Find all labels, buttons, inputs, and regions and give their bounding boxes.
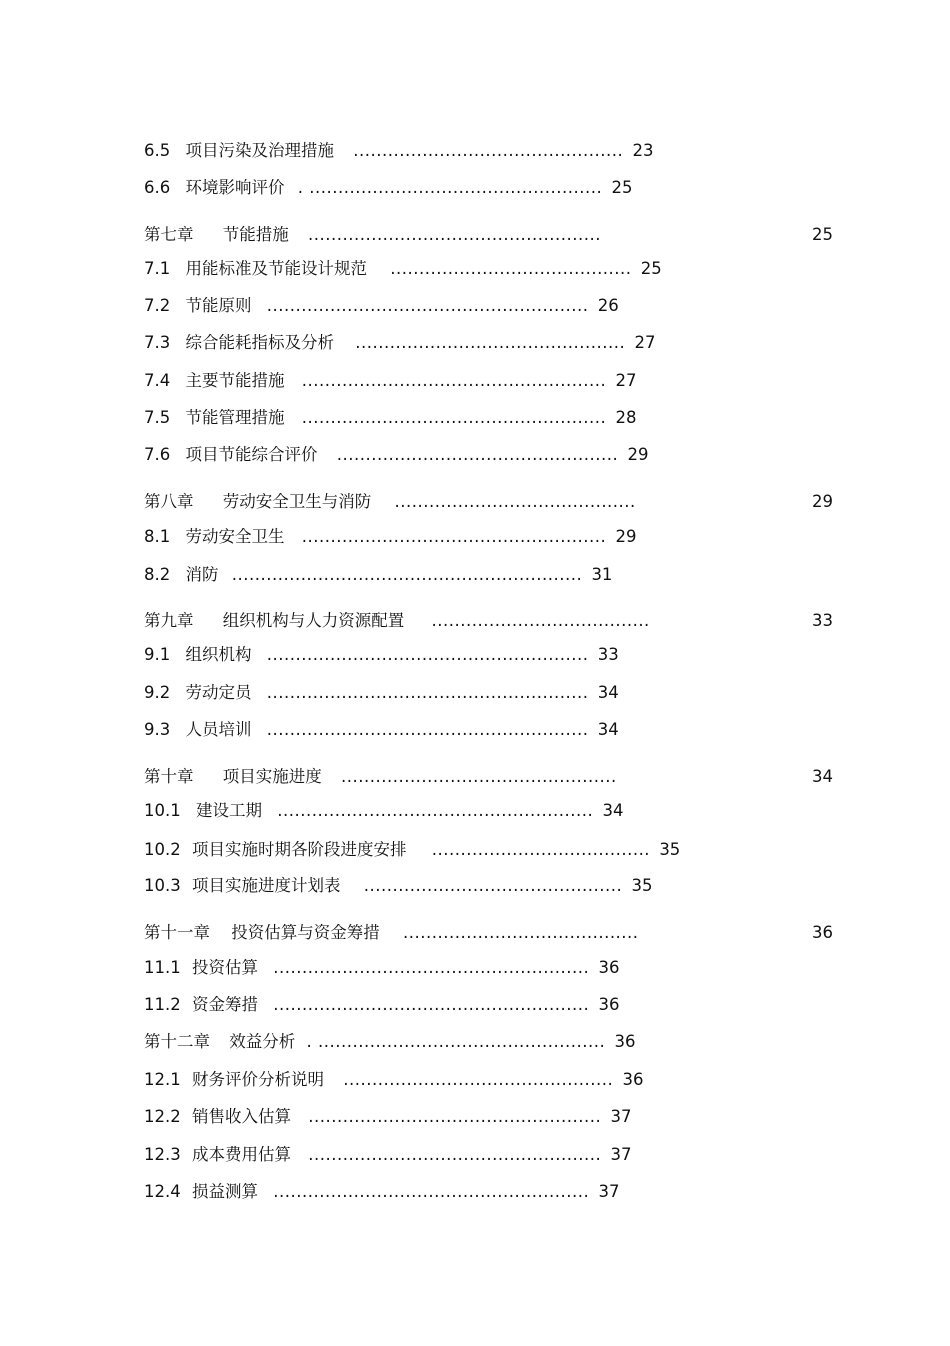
toc-chapter[interactable] [144, 765, 617, 789]
toc-title: 成本费用估算 [192, 1145, 291, 1164]
toc-leader: ..................................................... [301, 527, 607, 546]
toc-leader: ......................................... [403, 923, 639, 942]
toc-title: 环境影响评价 [185, 178, 285, 197]
toc-entry[interactable] [144, 176, 632, 200]
toc-page: 37 [610, 1107, 632, 1126]
toc-page: 36 [812, 923, 833, 942]
toc-title: 项目实施进度计划表 [192, 876, 341, 895]
toc-leader: . ................................................... [297, 178, 603, 197]
toc-entry[interactable] [144, 525, 636, 549]
toc-leader: ............................................... [355, 333, 626, 352]
toc-leader: ................................................... [308, 225, 601, 244]
toc-number: 9.3 [144, 720, 171, 739]
toc-chapter[interactable] [144, 1030, 635, 1054]
toc-title: 项目实施时期各阶段进度安排 [192, 840, 407, 859]
toc-chapter-number: 第七章 [144, 225, 194, 244]
toc-title: 投资估算与资金筹措 [231, 923, 380, 942]
toc-leader: ........................................................ [266, 645, 589, 664]
toc-leader: ....................................................... [277, 801, 594, 820]
toc-page: 33 [812, 611, 833, 630]
toc-title: 投资估算 [192, 958, 258, 977]
toc-title: 财务评价分析说明 [192, 1070, 324, 1089]
toc-number: 7.2 [144, 296, 171, 315]
toc-page: 25 [812, 225, 833, 244]
toc-page: 36 [614, 1032, 636, 1051]
toc-page: 29 [627, 445, 649, 464]
toc-number: 10.3 [144, 876, 181, 895]
toc-title: 销售收入估算 [192, 1107, 291, 1126]
toc-number: 12.3 [144, 1145, 181, 1164]
toc-title: 损益测算 [192, 1182, 258, 1201]
toc-chapter[interactable] [144, 490, 636, 514]
toc-leader: ....................................................... [273, 1182, 590, 1201]
toc-page: 23 [632, 141, 654, 160]
toc-leader: ..................................................... [301, 408, 607, 427]
toc-entry[interactable] [144, 139, 654, 163]
toc-title: 劳动定员 [185, 683, 252, 702]
toc-leader: .......................................... [390, 259, 632, 278]
toc-title: 项目实施进度 [222, 767, 322, 786]
toc-page: 31 [591, 565, 613, 584]
toc-leader: ...................................... [431, 611, 650, 630]
toc-entry[interactable] [144, 1180, 619, 1204]
toc-leader: ....................................................... [273, 995, 590, 1014]
toc-entry[interactable] [144, 956, 619, 980]
toc-number: 7.5 [144, 408, 171, 427]
toc-number: 12.2 [144, 1107, 181, 1126]
toc-number: 12.4 [144, 1182, 181, 1201]
toc-chapter-number: 第九章 [144, 611, 194, 630]
toc-page: 29 [812, 492, 833, 511]
toc-page: 37 [598, 1182, 620, 1201]
toc-number: 7.4 [144, 371, 171, 390]
toc-page: 28 [615, 408, 637, 427]
toc-entry[interactable] [144, 643, 619, 667]
toc-page: 34 [597, 683, 619, 702]
toc-number: 8.2 [144, 565, 171, 584]
toc-title: 组织机构 [185, 645, 252, 664]
toc-entry[interactable] [144, 1105, 632, 1129]
toc-page: 35 [659, 840, 681, 859]
toc-page: 25 [611, 178, 633, 197]
toc-number: 11.1 [144, 958, 181, 977]
toc-entry[interactable] [144, 1068, 644, 1092]
toc-number: 6.6 [144, 178, 171, 197]
toc-entry[interactable] [144, 369, 636, 393]
toc-chapter-number: 第十章 [144, 767, 194, 786]
toc-page: 33 [597, 645, 619, 664]
toc-title: 节能原则 [185, 296, 252, 315]
toc-number: 8.1 [144, 527, 171, 546]
toc-leader: ................................................... [308, 1145, 602, 1164]
toc-page: 37 [610, 1145, 632, 1164]
toc-leader: ............................................... [343, 1070, 614, 1089]
toc-chapter[interactable] [144, 223, 601, 247]
toc-title: 项目节能综合评价 [185, 445, 318, 464]
toc-leader: ............................................................. [231, 565, 583, 584]
toc-leader: ........................................................ [266, 683, 589, 702]
toc-leader: ................................................ [341, 767, 617, 786]
toc-entry[interactable] [144, 838, 680, 862]
toc-leader: . .................................................. [306, 1032, 606, 1051]
toc-page: 27 [634, 333, 656, 352]
toc-chapter-number: 第八章 [144, 492, 194, 511]
toc-title: 人员培训 [185, 720, 252, 739]
toc-entry[interactable] [144, 799, 623, 823]
toc-number: 7.6 [144, 445, 171, 464]
toc-title: 效益分析 [229, 1032, 296, 1051]
toc-leader: ....................................................... [273, 958, 590, 977]
toc-number: 7.1 [144, 259, 171, 278]
toc-entry[interactable] [144, 257, 662, 281]
toc-entry[interactable] [144, 874, 653, 898]
toc-title: 项目污染及治理措施 [185, 141, 334, 160]
toc-number: 9.2 [144, 683, 171, 702]
toc-leader: ........................................................ [266, 720, 589, 739]
toc-number: 10.1 [144, 801, 181, 820]
toc-number: 11.2 [144, 995, 181, 1014]
toc-title: 劳动安全卫生与消防 [222, 492, 372, 511]
toc-entry[interactable] [144, 681, 619, 705]
toc-page: 36 [622, 1070, 644, 1089]
toc-number: 10.2 [144, 840, 181, 859]
toc-entry[interactable] [144, 443, 649, 467]
toc-title: 节能管理措施 [185, 408, 285, 427]
toc-leader: ............................................... [353, 141, 624, 160]
toc-leader: ............................................. [363, 876, 623, 895]
toc-chapter-number: 第十一章 [144, 923, 210, 942]
toc-page: 36 [598, 958, 620, 977]
toc-title: 资金筹措 [192, 995, 258, 1014]
toc-chapter-number: 第十二章 [144, 1032, 210, 1051]
toc-entry[interactable] [144, 993, 619, 1017]
toc-title: 建设工期 [196, 801, 262, 820]
toc-page: 25 [640, 259, 662, 278]
toc-number: 12.1 [144, 1070, 181, 1089]
toc-entry[interactable] [144, 331, 656, 355]
toc-entry[interactable] [144, 1143, 632, 1167]
toc-title: 消防 [185, 565, 219, 584]
toc-page: 34 [602, 801, 624, 820]
toc-title: 综合能耗指标及分析 [185, 333, 334, 352]
toc-leader: ...................................... [431, 840, 651, 859]
toc-page: 35 [631, 876, 653, 895]
toc-leader: .......................................... [394, 492, 636, 511]
toc-leader: ................................................... [308, 1107, 602, 1126]
toc-page: 29 [615, 527, 637, 546]
toc-page: 27 [615, 371, 637, 390]
toc-leader: ................................................. [336, 445, 619, 464]
toc-entry[interactable] [144, 563, 612, 587]
toc-number: 6.5 [144, 141, 171, 160]
toc-title: 主要节能措施 [185, 371, 285, 390]
toc-leader: ........................................................ [266, 296, 589, 315]
toc-number: 7.3 [144, 333, 171, 352]
toc-leader: ..................................................... [301, 371, 607, 390]
toc-entry[interactable] [144, 294, 619, 318]
toc-entry[interactable] [144, 406, 636, 430]
toc-title: 组织机构与人力资源配置 [222, 611, 405, 630]
toc-page: 34 [812, 767, 833, 786]
toc-entry[interactable] [144, 718, 619, 742]
toc-title: 用能标准及节能设计规范 [185, 259, 367, 278]
toc-page: 36 [598, 995, 620, 1014]
toc-page: 34 [597, 720, 619, 739]
toc-number: 9.1 [144, 645, 171, 664]
toc-title: 节能措施 [222, 225, 289, 244]
toc-chapter[interactable] [144, 609, 650, 633]
toc-page: 26 [597, 296, 619, 315]
toc-title: 劳动安全卫生 [185, 527, 285, 546]
toc-chapter[interactable] [144, 921, 639, 945]
